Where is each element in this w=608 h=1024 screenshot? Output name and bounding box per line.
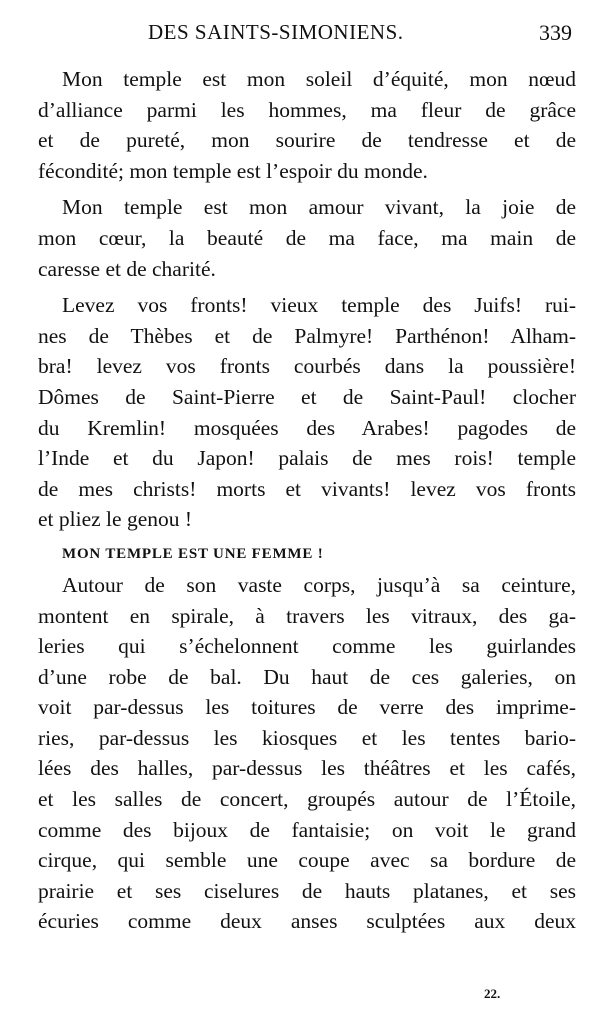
page-number: 339 [539, 20, 572, 45]
text-line: voit par-dessus les toitures de verre des imprime- [38, 695, 576, 720]
text-line: du Kremlin! mosquées des Arabes! pagodes de [38, 415, 576, 440]
text-line: Dômes de Saint-Pierre et de Saint-Paul! clocher [38, 384, 576, 409]
text-line: d’alliance parmi les hommes, ma fleur de grâce [38, 97, 576, 122]
text-line: caresse et de charité. [38, 256, 216, 281]
text-line: mon cœur, la beauté de ma face, ma main de [38, 225, 576, 250]
text-line: nes de Thèbes et de Palmyre! Parthénon! Alham- [38, 323, 576, 348]
text-line: l’Inde et du Japon! palais de mes rois! temple [38, 446, 576, 471]
signature-mark: 22. [484, 986, 501, 1001]
text-line: lées des halles, par-dessus les théâtres et les cafés, [38, 756, 576, 781]
text-line: ries, par-dessus les kiosques et les tentes bario- [38, 725, 576, 750]
text-line: de mes christs! morts et vivants! levez vos fronts [38, 476, 576, 501]
text-line: écuries comme deux anses sculptées aux deux [38, 909, 576, 934]
section-heading: MON TEMPLE EST UNE FEMME ! [62, 545, 324, 562]
text-line: et les salles de concert, groupés autour de l’Étoile, [38, 787, 576, 812]
text-line: Mon temple est mon amour vivant, la joie de [62, 195, 576, 220]
text-line: prairie et ses ciselures de hauts platanes, et ses [38, 878, 576, 903]
text-line: et pliez le genou ! [38, 507, 193, 532]
paragraph-2 [38, 192, 576, 284]
text-line: fécondité; mon temple est l’espoir du monde. [38, 158, 428, 183]
paragraph-4 [38, 570, 576, 937]
text-line: Mon temple est mon soleil d’équité, mon nœud [62, 67, 576, 91]
paragraph-3 [38, 290, 576, 535]
text-line: montent en spirale, à travers les vitraux, des ga- [38, 603, 576, 628]
text-line: leries qui s’échelonnent comme les guirlandes [38, 634, 576, 659]
text-line: Autour de son vaste corps, jusqu’à sa ceinture, [62, 572, 576, 597]
running-title: DES SAINTS-SIMONIENS. [148, 20, 404, 44]
text-line: d’une robe de bal. Du haut de ces galeries, on [38, 664, 576, 689]
body-text [38, 64, 576, 937]
paragraph-1 [38, 64, 576, 186]
text-line: cirque, qui semble une coupe avec sa bordure de [38, 848, 576, 873]
text-line: bra! levez vos fronts courbés dans la poussière! [38, 354, 576, 379]
text-line: Levez vos fronts! vieux temple des Juifs! rui- [62, 293, 576, 318]
text-line: et de pureté, mon sourire de tendresse et de [38, 128, 576, 153]
text-line: comme des bijoux de fantaisie; on voit le grand [38, 817, 576, 842]
